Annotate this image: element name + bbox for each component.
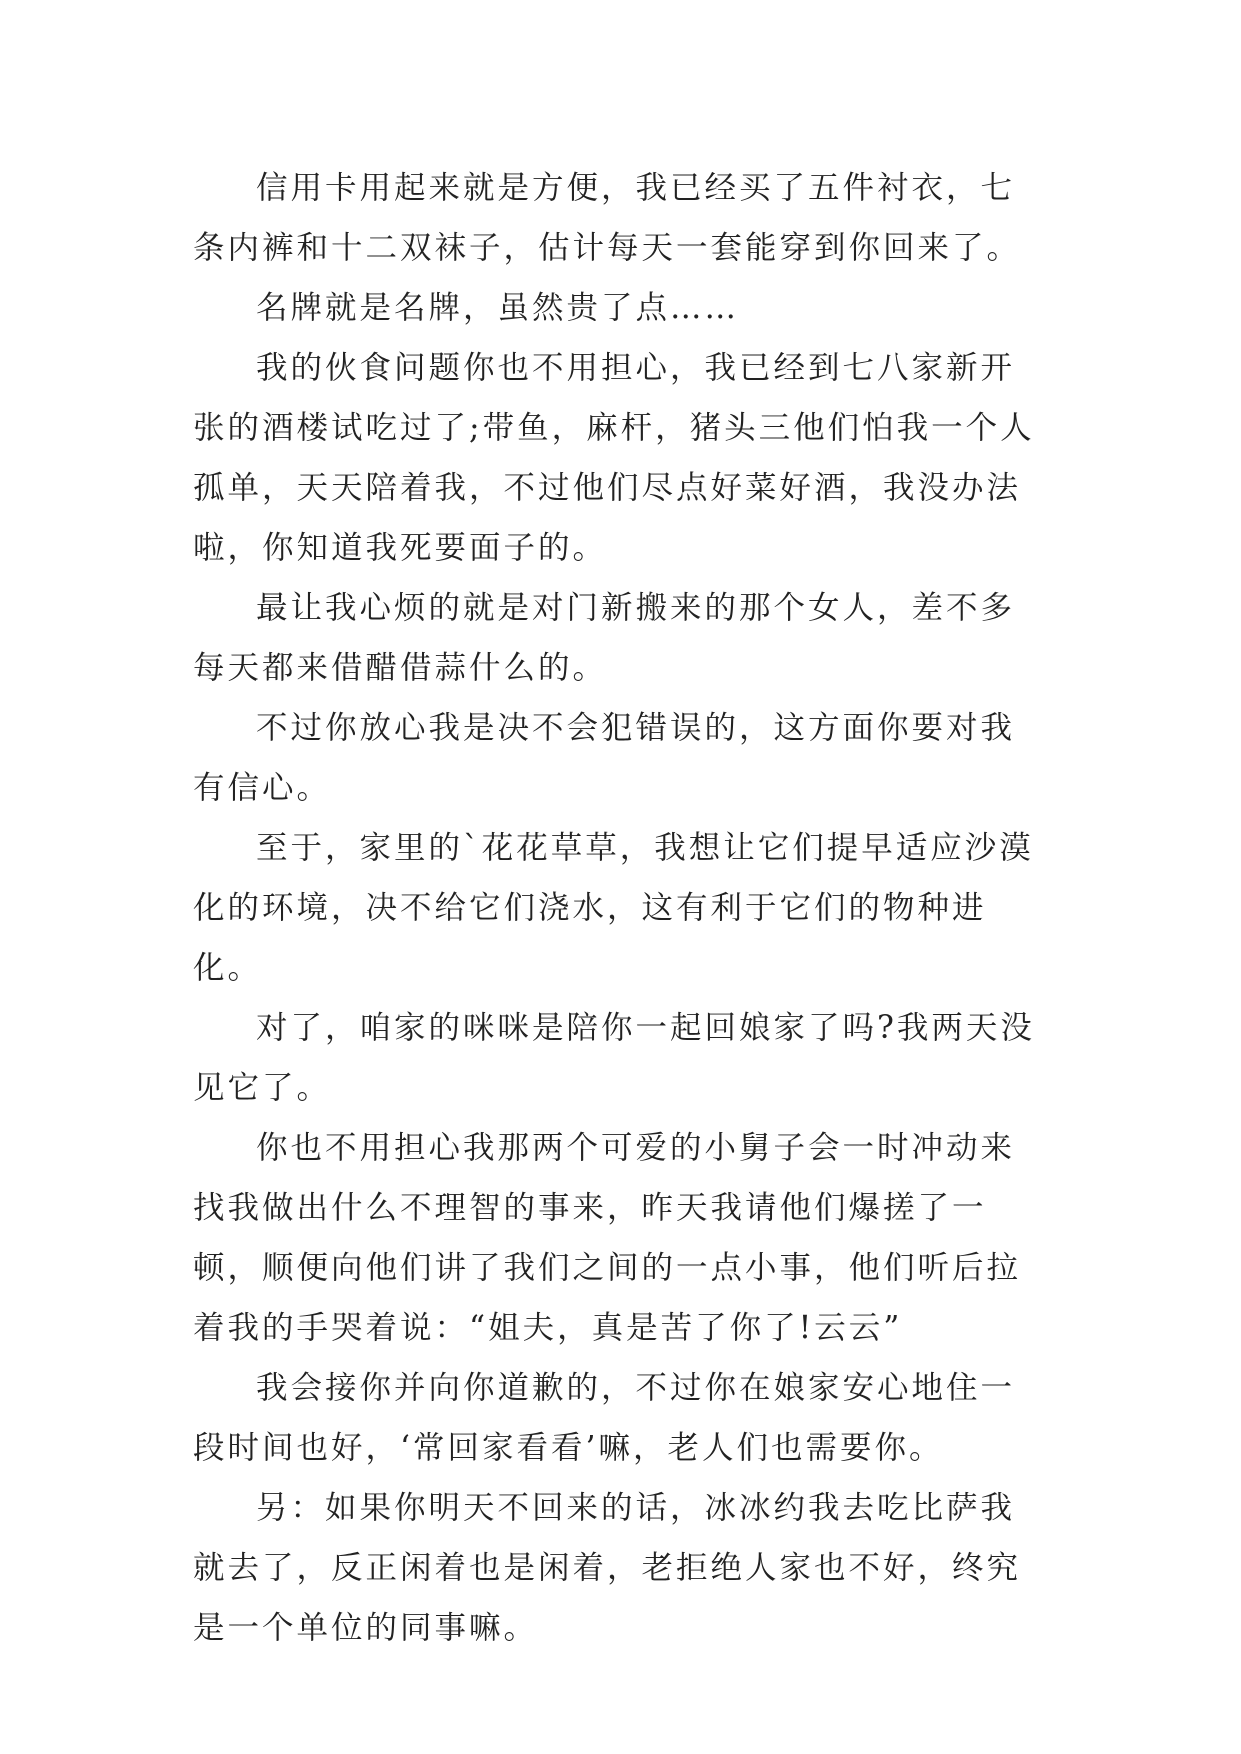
paragraph: 另：如果你明天不回来的话，冰冰约我去吃比萨我就去了，反正闲着也是闲着，老拒绝人家也不好，终究是一个单位的同事嘛。 (193, 1490, 1022, 1646)
paragraph: 信用卡用起来就是方便，我已经买了五件衬衣，七条内裤和十二双袜子，估计每天一套能穿到你回来了。 (193, 170, 1022, 266)
paragraph: 至于，家里的`花花草草，我想让它们提早适应沙漠化的环境，决不给它们浇水，这有利于它们的物种进化。 (193, 830, 1034, 986)
paragraph: 最让我心烦的就是对门新搬来的那个女人，差不多每天都来借醋借蒜什么的。 (193, 590, 1016, 686)
paragraph: 不过你放心我是决不会犯错误的，这方面你要对我有信心。 (193, 710, 1016, 806)
paragraph: 名牌就是名牌，虽然贵了点…… (256, 290, 740, 326)
paragraph: 我会接你并向你道歉的，不过你在娘家安心地住一段时间也好，‘常回家看看’嘛，老人们也需要你。 (193, 1370, 1016, 1466)
paragraph: 我的伙食问题你也不用担心，我已经到七八家新开张的酒楼试吃过了;带鱼，麻杆，猪头三他们怕我一个人孤单，天天陪着我，不过他们尽点好菜好酒，我没办法啦，你知道我死要面子的。 (193, 350, 1035, 566)
paragraph: 你也不用担心我那两个可爱的小舅子会一时冲动来找我做出什么不理智的事来，昨天我请他们爆搓了一顿，顺便向他们讲了我们之间的一点小事，他们听后拉着我的手哭着说：“姐夫，真是苦了你了!云云” (193, 1130, 1022, 1346)
document-body (193, 158, 1045, 1658)
paragraph: 对了，咱家的咪咪是陪你一起回娘家了吗?我两天没见它了。 (193, 1010, 1035, 1106)
